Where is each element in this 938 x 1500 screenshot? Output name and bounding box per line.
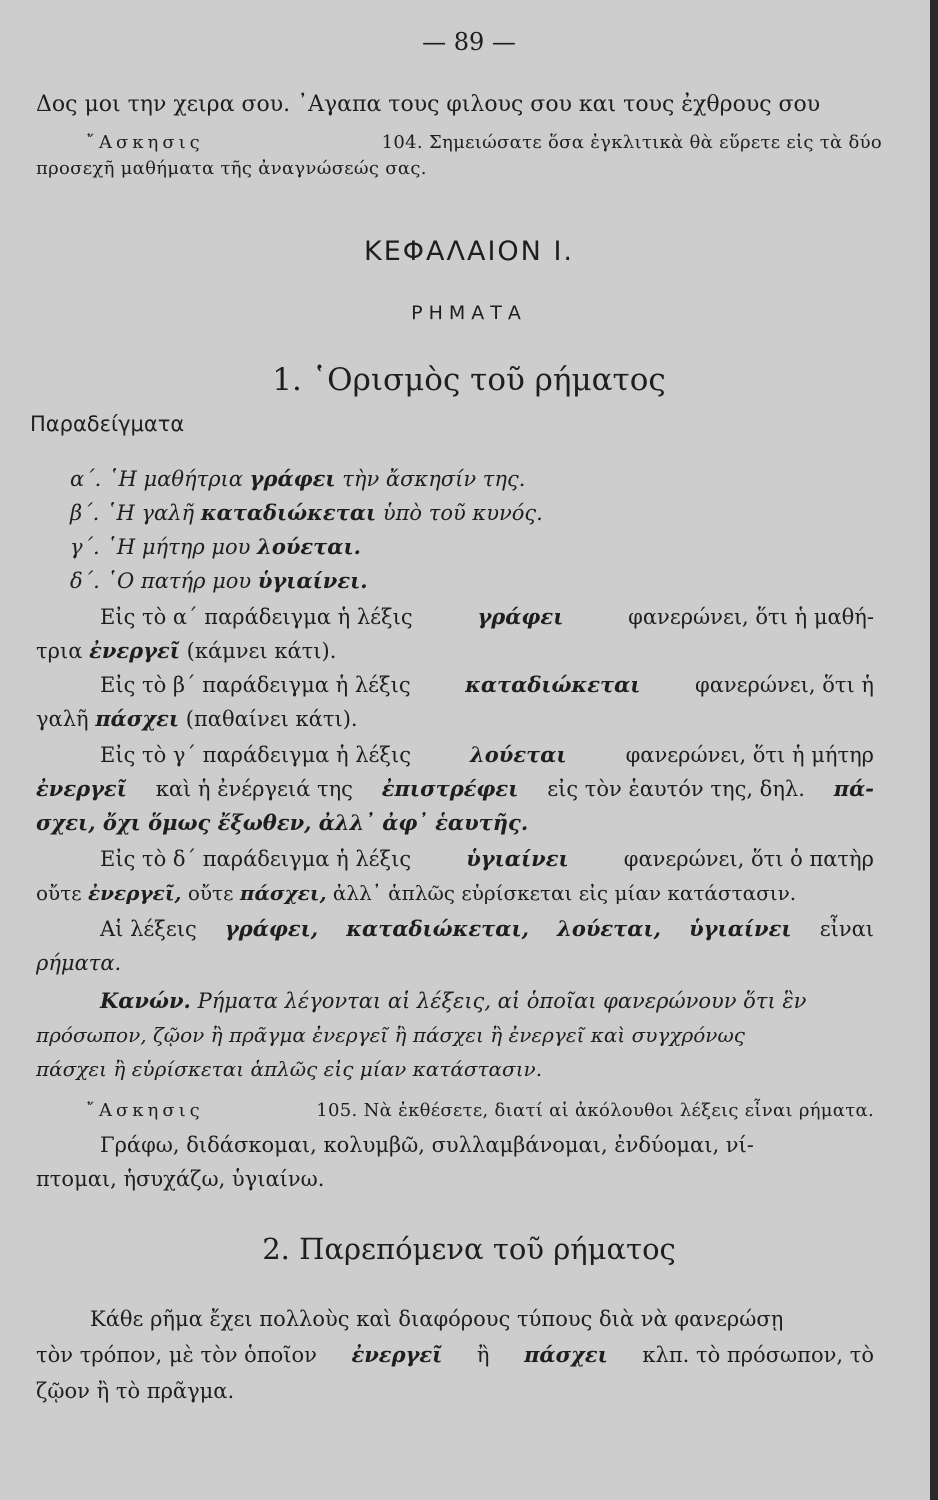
example-subject: ῾Ο πατήρ μου xyxy=(106,569,252,593)
text: γαλῆ xyxy=(36,707,89,731)
text: (παθαίνει κάτι). xyxy=(185,707,358,731)
text: φανερώνει, ὅτι ὁ πατὴρ xyxy=(623,847,874,871)
example-verb: ὑγιαίνει. xyxy=(257,568,368,593)
example-subject: ῾Η μαθήτρια xyxy=(108,467,243,491)
text: τὸν τρόπον, μὲ τὸν ὁποῖον xyxy=(36,1343,317,1367)
text: φανερώνει, ὅτι ἡ μήτηρ xyxy=(625,743,874,767)
text: ἢ xyxy=(476,1343,490,1367)
paragraph-2-line-2 xyxy=(36,706,878,732)
example-a xyxy=(70,466,878,492)
exercise-105-text: 105. Νὰ ἐκθέσετε, διατί αἱ ἀκόλουθοι λέξεις εἶναι ρήματα. xyxy=(316,1100,874,1121)
example-mark: δ΄. xyxy=(70,569,100,593)
emphasis: ἐνεργεῖ xyxy=(351,1342,443,1367)
text: Αἱ λέξεις xyxy=(100,917,197,941)
exercise-105-words-line-1: Γράφω, διδάσκομαι, κολυμβῶ, συλλαμβάνομαι, ἐνδύομαι, νί- xyxy=(100,1133,754,1157)
emphasis: ὑγιαίνει xyxy=(466,846,569,871)
rule-line-2: πρόσωπον, ζῷον ἢ πρᾶγμα ἐνεργεῖ ἢ πάσχει ἢ ἐνεργεῖ καὶ συγχρόνως xyxy=(36,1023,745,1047)
emphasis: ἐνεργεῖ xyxy=(89,638,180,663)
text: φανερώνει, ὅτι ἡ μαθή- xyxy=(628,605,874,629)
example-verb: γράφει xyxy=(249,466,336,491)
emphasis: λούεται, xyxy=(557,916,661,941)
emphasis: πάσχει, xyxy=(239,881,327,905)
example-mark: β΄. xyxy=(70,501,100,525)
example-subject: ῾Η γαλῆ xyxy=(106,501,195,525)
chapter-subtitle: ΡΗΜΑΤΑ xyxy=(411,302,527,324)
text: Εἰς τὸ δ΄ παράδειγμα ἡ λέξις xyxy=(100,847,412,871)
exercise-104-label: ῎Ασκησις xyxy=(86,132,204,153)
text: τρια xyxy=(36,639,83,663)
paragraph-3-line-2 xyxy=(36,776,874,802)
exercise-105-line xyxy=(86,1098,874,1124)
exercise-104-text: 104. Σημειώσατε ὅσα ἐγκλιτικὰ θὰ εὕρετε εἰς τὰ δύο xyxy=(381,132,882,153)
rule-line-1 xyxy=(100,988,874,1014)
rule-line-3: πάσχει ἢ εὑρίσκεται ἁπλῶς εἰς μίαν κατάστασιν. xyxy=(36,1057,543,1081)
example-d xyxy=(70,568,878,594)
emphasis: ὑγιαίνει xyxy=(689,916,792,941)
section-1-heading: 1. ῾Ορισμὸς τοῦ ρήματος xyxy=(272,362,666,398)
text: Εἰς τὸ β΄ παράδειγμα ἡ λέξις xyxy=(100,673,411,697)
text: εἶναι xyxy=(819,917,874,941)
emphasis: ἐνεργεῖ xyxy=(36,776,127,801)
text: φανερώνει, ὅτι ἡ xyxy=(695,673,874,697)
exercise-105-label: ῎Ασκησις xyxy=(86,1100,204,1121)
text: εἰς τὸν ἑαυτόν της, δηλ. xyxy=(547,777,805,801)
paragraph-1-line-1 xyxy=(100,604,874,630)
emphasis: λούεται xyxy=(470,742,567,767)
text: καὶ ἡ ἐνέργειά της xyxy=(155,777,353,801)
emphasis: πάσχει xyxy=(95,706,180,731)
example-verb: καταδιώκεται xyxy=(200,500,377,525)
paragraph-5-line-1 xyxy=(100,916,874,942)
emphasis: ἐνεργεῖ, xyxy=(87,881,182,905)
exercise-104-line xyxy=(86,130,882,156)
example-rest: ὑπὸ τοῦ κυνός. xyxy=(382,501,543,525)
emphasis: πά- xyxy=(833,776,874,801)
example-rest: τὴν ἄσκησίν της. xyxy=(342,467,526,491)
emphasis: σχει, ὄχι ὅμως ἔξωθεν, ἀλλ᾿ ἀφ᾿ ἑαυτῆς. xyxy=(36,810,529,835)
paragraph-1-line-2 xyxy=(36,638,878,664)
rule-text: Ρήματα λέγονται αἱ λέξεις, αἱ ὁποῖαι φανερώνουν ὅτι ἓν xyxy=(197,989,807,1013)
examples-label: Παραδείγματα xyxy=(30,412,185,436)
text: οὔτε xyxy=(36,881,82,905)
text: ἀλλ᾿ ἁπλῶς εὑρίσκεται εἰς μίαν κατάστασιν. xyxy=(332,881,797,905)
text: Εἰς τὸ α΄ παράδειγμα ἡ λέξις xyxy=(100,605,413,629)
text: Εἰς τὸ γ΄ παράδειγμα ἡ λέξις xyxy=(100,743,411,767)
paragraph-3-line-3 xyxy=(36,810,878,836)
text: κλπ. τὸ πρόσωπον, τὸ xyxy=(642,1343,874,1367)
chapter-title: ΚΕΦΑΛΑΙΟΝ Ι. xyxy=(364,236,574,267)
section-2-line-2 xyxy=(36,1342,874,1368)
section-2-heading: 2. Παρεπόμενα τοῦ ρήματος xyxy=(262,1232,676,1266)
emphasis: καταδιώκεται xyxy=(465,672,641,697)
example-b xyxy=(70,500,878,526)
emphasis: πάσχει xyxy=(524,1342,608,1367)
exercise-104-continuation: προσεχῆ μαθήματα τῆς ἀναγνώσεώς σας. xyxy=(36,158,427,179)
text: οὔτε xyxy=(187,881,234,905)
exercise-105-words-line-2: πτομαι, ἡσυχάζω, ὑγιαίνω. xyxy=(36,1167,325,1191)
paragraph-2-line-1 xyxy=(100,672,874,698)
section-2-line-3: ζῷον ἢ τὸ πρᾶγμα. xyxy=(36,1379,235,1403)
example-verb: λούεται. xyxy=(257,534,361,559)
example-mark: α΄. xyxy=(70,467,102,491)
text: (κάμνει κάτι). xyxy=(186,639,337,663)
emphasis: καταδιώκεται, xyxy=(346,916,529,941)
emphasis: ἐπιστρέφει xyxy=(381,776,519,801)
example-c xyxy=(70,534,878,560)
emphasis: γράφει, xyxy=(224,916,319,941)
section-2-line-1: Κάθε ρῆμα ἔχει πολλοὺς καὶ διαφόρους τύπους διὰ νὰ φανερώσῃ xyxy=(90,1307,784,1331)
paragraph-4-line-1 xyxy=(100,846,874,872)
page-number: — 89 — xyxy=(422,28,516,56)
emphasis: ρήματα. xyxy=(36,951,122,975)
paragraph-4-line-2 xyxy=(36,880,878,906)
emphasis: γράφει xyxy=(477,604,564,629)
rule-label: Κανών. xyxy=(100,988,191,1013)
paragraph-5-line-2 xyxy=(36,950,878,976)
page-edge-shadow xyxy=(930,0,938,1500)
example-subject: ῾Η μήτηρ μου xyxy=(106,535,251,559)
top-sentence-line: Δος μοι την χειρα σου. ᾿Αγαπα τους φιλους σου και τους ἐχθρους σου xyxy=(36,92,821,117)
example-mark: γ΄. xyxy=(70,535,100,559)
paragraph-3-line-1 xyxy=(100,742,874,768)
